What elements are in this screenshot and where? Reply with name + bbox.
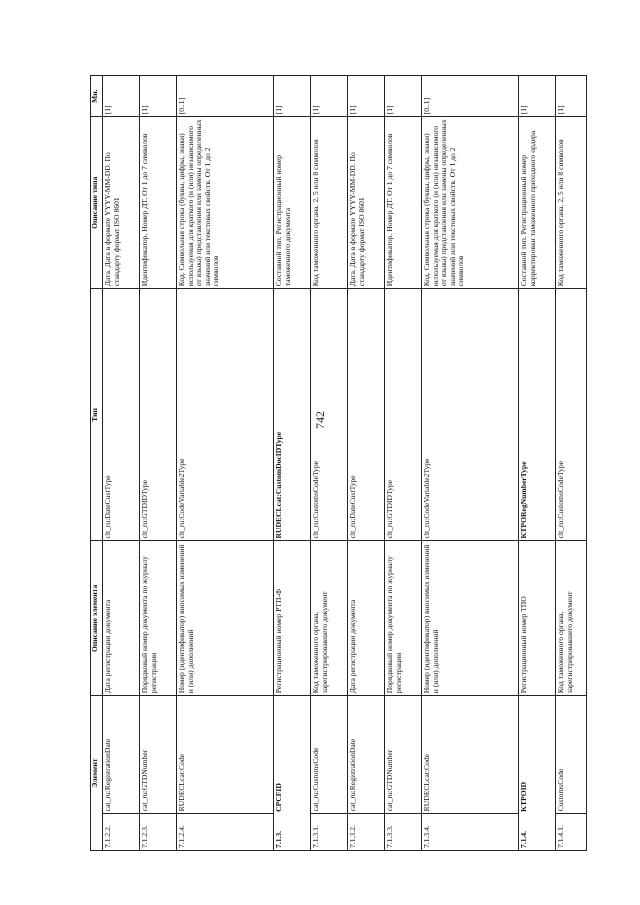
multiplicity: [1] (385, 76, 422, 117)
table-row (177, 76, 274, 851)
header-description: Описание элемента (91, 541, 103, 696)
element-type: clt_ru:CustomsCodeType (311, 289, 348, 541)
multiplicity: [1] (348, 76, 385, 117)
element-name: cat_ru:GTDNumber (385, 696, 422, 814)
type-description: Код. Символьная строка (буквы, цифры, знаки) используемая для краткого (и (или) независимого от языка) представления или замены определенных значений или текстовых свойств. От 1 до 2 символов (177, 117, 274, 289)
element-description: Регистрационный номер ТПО (519, 541, 556, 696)
element-name: cat_ru:GTDNumber (140, 696, 177, 814)
row-number: 7.1.2.4. (177, 814, 274, 851)
element-type: clt_ru:GTDIDType (385, 289, 422, 541)
element-description: Код таможенного органа, зарегистрировавшего документ (311, 541, 348, 696)
element-name: RUDECLcat:Code (422, 696, 519, 814)
type-description: Составной тип. Регистрационный номер таможенного документа (274, 117, 311, 289)
multiplicity: [1] (103, 76, 140, 117)
element-description: Номер (идентификатор) вносимых изменений и (или) дополнений (422, 541, 519, 696)
table-row (556, 76, 587, 851)
row-number: 7.1.3.3. (385, 814, 422, 851)
type-description: Дата. Дата в формате YYYY-MM-DD. По стандарту формат ISO 8601 (348, 117, 385, 289)
row-number: 7.1.3.1. (311, 814, 348, 851)
table-row (311, 76, 348, 851)
row-number: 7.1.3.2. (348, 814, 385, 851)
element-name: cat_ru:RegistrationDate (348, 696, 385, 814)
row-number: 7.1.2.3. (140, 814, 177, 851)
row-number: 7.1.3. (274, 814, 311, 851)
element-name: KTPOID (519, 696, 556, 814)
element-type: clt_ru:CodeVariable2Type (422, 289, 519, 541)
table-header-row (91, 76, 103, 851)
element-name: CustomsCode (556, 696, 587, 814)
type-description: Дата. Дата в формате YYYY-MM-DD. По стандарту формат ISO 8601 (103, 117, 140, 289)
type-description: Код. Символьная строка (буквы, цифры, знаки) используемая для краткого (и (или) независимого от языка) представления или замены определенных значений или текстовых свойств. От 1 до 2 символов (422, 117, 519, 289)
table-row (385, 76, 422, 851)
row-number: 7.1.2.2. (103, 814, 140, 851)
element-description: Номер (идентификатор) вносимых изменений и (или) дополнений (177, 541, 274, 696)
header-element: Элемент (91, 696, 103, 851)
element-description: Дата регистрации документа (348, 541, 385, 696)
multiplicity: [1] (311, 76, 348, 117)
table-row (140, 76, 177, 851)
type-description: Код таможенного органа. 2, 5 или 8 символов (311, 117, 348, 289)
element-type: RUDECLcat:CustomDocIDType (274, 289, 311, 541)
element-description: Порядковый номер документа по журналу регистрации (140, 541, 177, 696)
element-type: clt_ru:GTDIDType (140, 289, 177, 541)
element-type: KTPORegNumberType (519, 289, 556, 541)
element-type: clt_ru:DateCustType (348, 289, 385, 541)
table-row (103, 76, 140, 851)
element-spec-table (90, 75, 587, 851)
table-viewport (90, 75, 574, 851)
row-number: 7.1.4.1. (556, 814, 587, 851)
element-type: clt_ru:CustomsCodeType (556, 289, 587, 541)
element-name: RUDECLcat:Code (177, 696, 274, 814)
multiplicity: [1] (140, 76, 177, 117)
row-number: 7.1.3.4. (422, 814, 519, 851)
page-number: 742 (313, 411, 327, 429)
type-description: Составной тип. Регистрационный номер корректировки таможенного приходного ордера (519, 117, 556, 289)
multiplicity: [1] (274, 76, 311, 117)
table-row (348, 76, 385, 851)
type-description: Идентификатор. Номер ДТ. От 1 до 7 символов (385, 117, 422, 289)
element-type: clt_ru:CodeVariable2Type (177, 289, 274, 541)
table-row (519, 76, 556, 851)
multiplicity: [1] (556, 76, 587, 117)
header-type: Тип (91, 289, 103, 541)
table-row (274, 76, 311, 851)
header-type-description: Описание типа (91, 117, 103, 289)
element-description: Код таможенного органа, зарегистрировавшего документ (556, 541, 587, 696)
element-name: cat_ru:CustomsCode (311, 696, 348, 814)
type-description: Идентификатор. Номер ДТ. От 1 до 7 символов (140, 117, 177, 289)
header-mn: Мн. (91, 76, 103, 117)
multiplicity: [0..1] (422, 76, 519, 117)
table-body (103, 76, 587, 851)
element-name: CPCFID (274, 696, 311, 814)
table-row (422, 76, 519, 851)
row-number: 7.1.4. (519, 814, 556, 851)
element-name: cat_ru:RegistrationDate (103, 696, 140, 814)
element-type: clt_ru:DateCustType (103, 289, 140, 541)
element-description: Дата регистрации документа (103, 541, 140, 696)
element-description: Порядковый номер документа по журналу регистрации (385, 541, 422, 696)
type-description: Код таможенного органа. 2, 5 или 8 символов (556, 117, 587, 289)
multiplicity: [0..1] (177, 76, 274, 117)
multiplicity: [1] (519, 76, 556, 117)
element-description: Регистрационный номер РТП-Ф (274, 541, 311, 696)
